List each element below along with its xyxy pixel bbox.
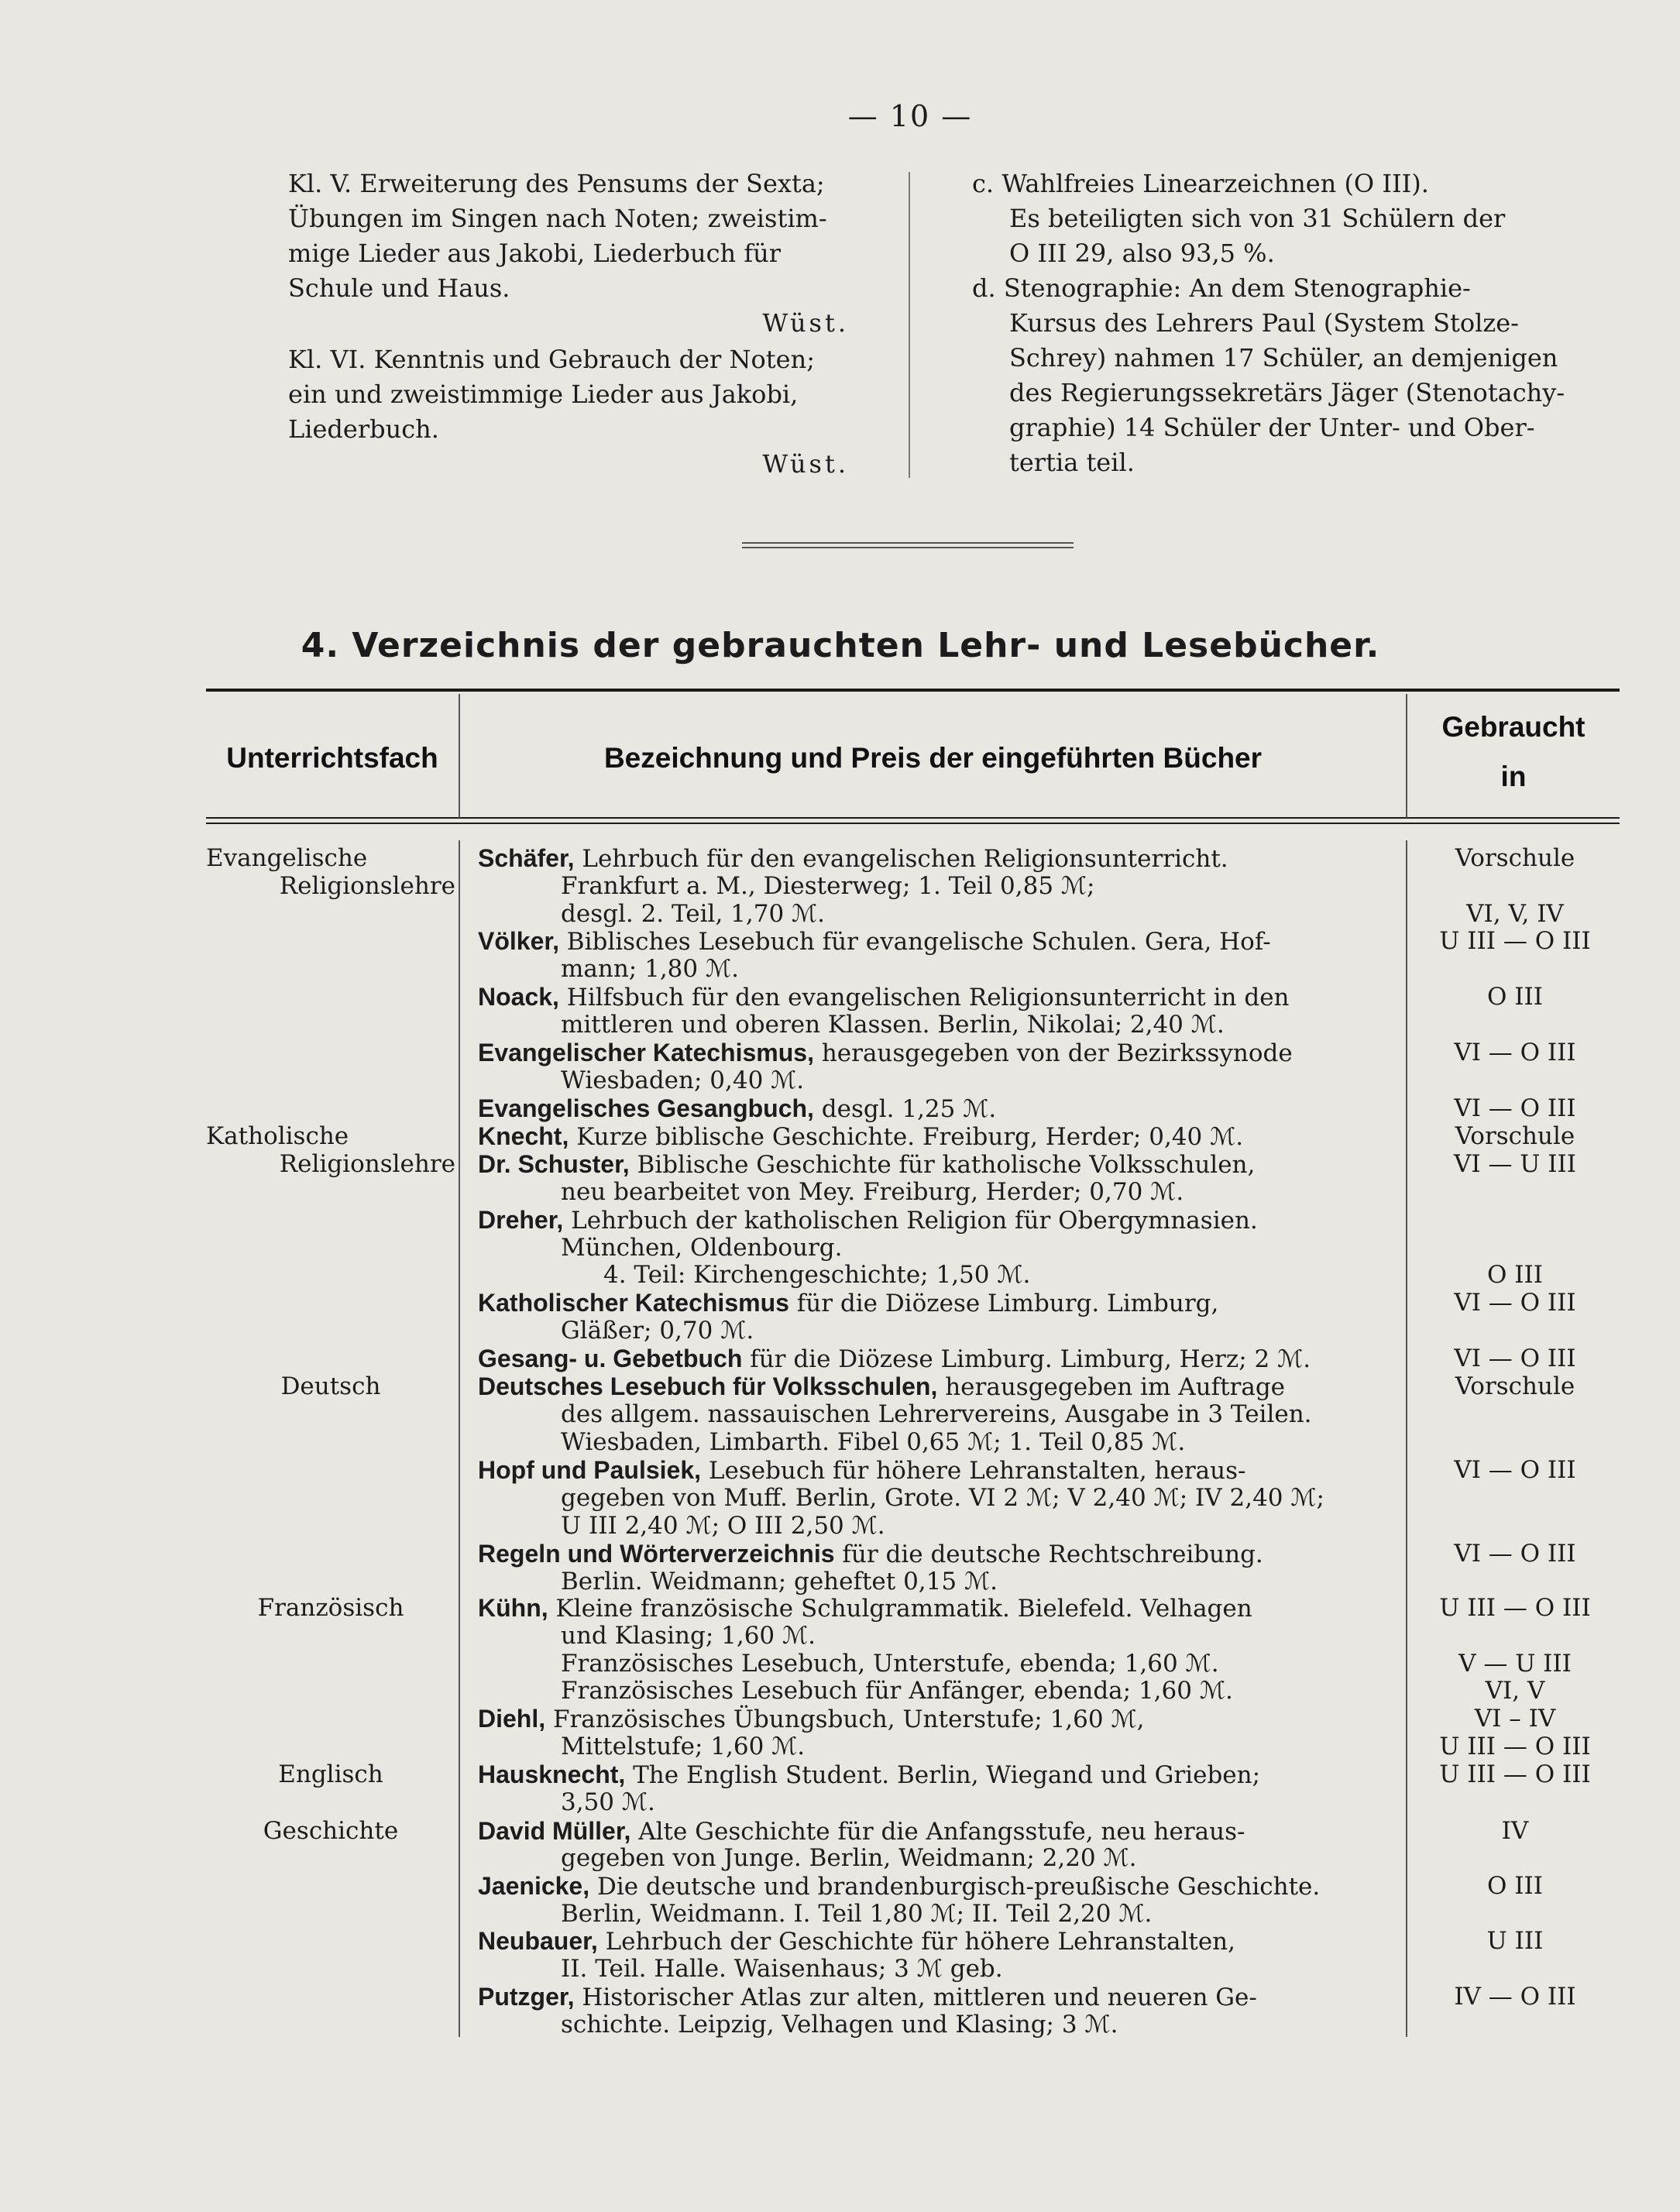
header-used-in: in xyxy=(1500,761,1527,792)
subject-label: Religionslehre xyxy=(279,1150,455,1178)
item-d xyxy=(972,271,1621,480)
subject-label: Evangelische xyxy=(206,844,368,872)
class-cell: VI — O III xyxy=(1454,1289,1576,1317)
book-text: The English Student. Berlin, Wiegand und Grieben; xyxy=(625,1761,1261,1789)
kl5-paragraph xyxy=(260,167,872,306)
decorative-rule xyxy=(742,542,1074,544)
book-entry xyxy=(478,1289,1390,1317)
class-cell: IV — O III xyxy=(1454,1983,1576,2011)
section-title: 4. Verzeichnis der gebrauchten Lehr- und Lesebücher. xyxy=(301,626,1380,665)
subject-label: Englisch xyxy=(278,1760,383,1788)
text-line: Kursus des Lehrers Paul (System Stolze- xyxy=(1009,308,1519,338)
class-cell: O III xyxy=(1486,1261,1543,1289)
book-entry-continuation xyxy=(561,1733,1473,1760)
book-text: Kleine französische Schulgrammatik. Bielefeld. Velhagen xyxy=(548,1595,1252,1623)
book-entry-continuation xyxy=(561,955,1473,983)
book-text: Die deutsche und brandenburgisch-preußische Geschichte. xyxy=(589,1873,1321,1901)
book-text: Hilfsbuch für den evangelischen Religionsunterricht in den xyxy=(558,984,1290,1012)
book-text: mann; 1,80 ℳ. xyxy=(561,955,739,983)
book-entry-continuation xyxy=(561,1066,1473,1094)
book-text: U III 2,40 ℳ; O III 2,50 ℳ. xyxy=(561,1512,885,1540)
book-text: Französisches Übungsbuch, Unterstufe; 1,60 ℳ, xyxy=(545,1705,1145,1733)
class-cell: VI, V, IV xyxy=(1466,900,1564,928)
class-cell: U III xyxy=(1486,1927,1544,1955)
class-cell: Vorschule xyxy=(1455,844,1575,872)
class-cell: U III — O III xyxy=(1439,927,1591,955)
book-entry-continuation xyxy=(561,1677,1473,1705)
book-author: Völker, xyxy=(478,927,559,955)
book-entry xyxy=(478,1456,1390,1485)
header-rule xyxy=(206,823,1620,824)
class-cell: VI — U III xyxy=(1453,1150,1577,1178)
book-text: Französisches Lesebuch, Unterstufe, ebenda; 1,60 ℳ. xyxy=(561,1650,1219,1678)
book-text: gegeben von Junge. Berlin, Weidmann; 2,20 ℳ. xyxy=(561,1844,1137,1872)
book-text: und Klasing; 1,60 ℳ. xyxy=(561,1622,816,1650)
book-entry-continuation xyxy=(561,1512,1473,1540)
text-line: O III 29, also 93,5 %. xyxy=(1009,239,1275,268)
book-text: Historischer Atlas zur alten, mittleren und neueren Ge- xyxy=(574,1984,1257,2011)
book-entry-continuation xyxy=(561,1955,1473,1983)
class-cell: VI — O III xyxy=(1454,1456,1576,1484)
header-used-in: Gebraucht xyxy=(1441,711,1586,743)
book-entry-continuation xyxy=(603,1261,1516,1289)
book-text: neu bearbeitet von Mey. Freiburg, Herder; 0,70 ℳ. xyxy=(561,1178,1184,1206)
book-author: Hopf und Paulsiek, xyxy=(478,1456,702,1484)
book-entry-continuation xyxy=(561,1428,1473,1456)
book-author: Gesang- u. Gebetbuch xyxy=(478,1345,743,1372)
class-cell: U III — O III xyxy=(1439,1733,1591,1760)
book-author: Noack, xyxy=(478,983,559,1011)
text-line: tertia teil. xyxy=(1009,448,1135,477)
decorative-rule xyxy=(742,547,1074,548)
book-text: desgl. 2. Teil, 1,70 ℳ. xyxy=(561,900,826,928)
class-cell: O III xyxy=(1486,1872,1543,1900)
book-author: Hausknecht, xyxy=(478,1760,626,1788)
class-cell: O III xyxy=(1486,983,1543,1011)
right-column xyxy=(972,167,1621,480)
class-cell: VI — O III xyxy=(1454,1540,1576,1568)
text-line: Kl. V. Erweiterung des Pensums der Sexta; xyxy=(288,169,825,198)
book-entry xyxy=(478,1983,1390,2011)
text-line: Schrey) nahmen 17 Schüler, an demjenigen xyxy=(1009,343,1558,373)
book-text: II. Teil. Halle. Waisenhaus; 3 ℳ geb. xyxy=(561,1955,1003,1983)
class-cell: Vorschule xyxy=(1455,1372,1575,1400)
book-text: Mittelstufe; 1,60 ℳ. xyxy=(561,1733,806,1760)
book-entry-continuation xyxy=(561,1622,1473,1650)
subject-label: Französisch xyxy=(257,1594,404,1622)
text-line: Kl. VI. Kenntnis und Gebrauch der Noten; xyxy=(288,345,815,374)
book-text: Gläßer; 0,70 ℳ. xyxy=(561,1317,754,1345)
book-text: Französisches Lesebuch für Anfänger, ebenda; 1,60 ℳ. xyxy=(561,1677,1233,1705)
book-author: Schäfer, xyxy=(478,844,575,872)
book-entry xyxy=(478,1927,1390,1956)
column-rule xyxy=(459,840,460,2037)
column-divider xyxy=(909,172,910,478)
book-text: Lehrbuch für den evangelischen Religionsunterricht. xyxy=(574,845,1228,873)
table-top-rule xyxy=(206,689,1620,692)
class-cell: VI — O III xyxy=(1454,1345,1576,1372)
book-author: Dreher, xyxy=(478,1206,564,1234)
book-entry xyxy=(478,1206,1390,1235)
book-entry xyxy=(478,1039,1390,1067)
book-entry xyxy=(478,1094,1390,1123)
book-entry-continuation xyxy=(561,1788,1473,1816)
book-entry-continuation xyxy=(561,1317,1473,1345)
book-text: für die Diözese Limburg. Limburg, xyxy=(788,1290,1219,1317)
book-text: 3,50 ℳ. xyxy=(561,1788,655,1816)
item-c xyxy=(972,167,1621,271)
text-line: Übungen im Singen nach Noten; zweistim- xyxy=(288,204,827,233)
book-text: München, Oldenbourg. xyxy=(561,1234,843,1262)
book-text: herausgegeben im Auftrage xyxy=(937,1373,1286,1401)
book-entry-continuation xyxy=(561,1178,1473,1206)
book-entry xyxy=(478,927,1390,956)
left-column xyxy=(260,167,872,482)
book-text: schichte. Leipzig, Velhagen und Klasing; 3 ℳ. xyxy=(561,2011,1118,2039)
book-text: gegeben von Muff. Berlin, Grote. VI 2 ℳ; V 2,40 ℳ; IV 2,40 ℳ; xyxy=(561,1484,1324,1512)
book-author: Evangelischer Katechismus, xyxy=(478,1039,814,1066)
book-text: Wiesbaden; 0,40 ℳ. xyxy=(561,1066,805,1094)
subject-label: Geschichte xyxy=(263,1817,399,1845)
book-entry-continuation xyxy=(561,1011,1473,1039)
book-author: Jaenicke, xyxy=(478,1872,590,1900)
book-entry-continuation xyxy=(561,1568,1473,1595)
book-entry xyxy=(478,1760,1390,1789)
book-entry-continuation xyxy=(561,1650,1473,1678)
text-line: graphie) 14 Schüler der Unter- und Ober- xyxy=(1009,413,1535,442)
text-line: Es beteiligten sich von 31 Schülern der xyxy=(1009,204,1506,233)
teacher-name: Wüst. xyxy=(762,449,849,479)
book-entry xyxy=(478,1345,1390,1373)
book-author: Neubauer, xyxy=(478,1927,598,1955)
book-author: Kühn, xyxy=(478,1594,548,1622)
book-text: Kurze biblische Geschichte. Freiburg, Herder; 0,40 ℳ. xyxy=(569,1123,1244,1151)
book-text: für die Diözese Limburg. Limburg, Herz; 2 ℳ. xyxy=(742,1345,1311,1373)
kl6-paragraph xyxy=(260,342,872,447)
book-author: Putzger, xyxy=(478,1983,575,2011)
book-author: Katholischer Katechismus xyxy=(478,1289,789,1317)
book-text: des allgem. nassauischen Lehrervereins, Ausgabe in 3 Teilen. xyxy=(561,1400,1312,1428)
book-entry-continuation xyxy=(561,900,1473,928)
book-entry xyxy=(478,1872,1390,1901)
book-author: Knecht, xyxy=(478,1122,569,1150)
book-author: David Müller, xyxy=(478,1817,631,1845)
header-books: Bezeichnung und Preis der eingeführten Bücher xyxy=(603,742,1263,774)
book-text: herausgegeben von der Bezirkssynode xyxy=(813,1039,1293,1067)
book-entry xyxy=(478,1705,1390,1733)
book-entry xyxy=(478,983,1390,1012)
book-text: Lehrbuch der katholischen Religion für Obergymnasien. xyxy=(563,1207,1258,1235)
class-cell: IV xyxy=(1501,1817,1529,1845)
text-line: ein und zweistimmige Lieder aus Jakobi, xyxy=(288,380,799,409)
book-entry-continuation xyxy=(561,1400,1473,1428)
book-entry xyxy=(478,1122,1390,1151)
book-entry-continuation xyxy=(561,2011,1473,2039)
class-cell: VI — O III xyxy=(1454,1094,1576,1122)
class-cell: VI — O III xyxy=(1454,1039,1576,1066)
book-entry xyxy=(478,844,1390,873)
book-author: Deutsches Lesebuch für Volksschulen, xyxy=(478,1372,938,1400)
book-text: Lehrbuch der Geschichte für höhere Lehranstalten, xyxy=(597,1928,1236,1956)
text-line: des Regierungssekretärs Jäger (Stenotachy- xyxy=(1009,378,1565,407)
book-entry-continuation xyxy=(561,872,1473,900)
class-cell: V — U III xyxy=(1458,1650,1572,1678)
book-entry xyxy=(478,1594,1390,1623)
subject-label: Deutsch xyxy=(280,1372,381,1400)
class-cell: U III — O III xyxy=(1439,1760,1591,1788)
book-entry-continuation xyxy=(561,1484,1473,1512)
book-text: Wiesbaden, Limbarth. Fibel 0,65 ℳ; 1. Teil 0,85 ℳ. xyxy=(561,1428,1186,1456)
book-author: Diehl, xyxy=(478,1705,546,1733)
text-line: Liederbuch. xyxy=(288,414,439,444)
book-author: Regeln und Wörterverzeichnis xyxy=(478,1540,835,1568)
book-text: Lesebuch für höhere Lehranstalten, heraus- xyxy=(701,1457,1246,1485)
header-rule xyxy=(206,817,1620,819)
class-cell: VI – IV xyxy=(1474,1705,1556,1733)
book-entry xyxy=(478,1372,1390,1401)
text-line: d. Stenographie: An dem Stenographie- xyxy=(972,273,1471,303)
book-text: Biblische Geschichte für katholische Volksschulen, xyxy=(629,1151,1256,1179)
book-author: Evangelisches Gesangbuch, xyxy=(478,1094,814,1122)
book-author: Dr. Schuster, xyxy=(478,1150,630,1178)
book-entry xyxy=(478,1540,1390,1568)
book-text: für die deutsche Rechtschreibung. xyxy=(834,1540,1263,1568)
header-subject: Unterrichtsfach xyxy=(226,742,438,774)
teacher-name: Wüst. xyxy=(762,308,849,338)
book-text: desgl. 1,25 ℳ. xyxy=(813,1095,997,1123)
book-text: Alte Geschichte für die Anfangsstufe, neu heraus- xyxy=(630,1818,1245,1846)
subject-label: Katholische xyxy=(206,1122,349,1150)
subject-label: Religionslehre xyxy=(279,872,455,900)
book-text: Frankfurt a. M., Diesterweg; 1. Teil 0,85 ℳ; xyxy=(561,872,1095,900)
book-text: Berlin, Weidmann. I. Teil 1,80 ℳ; II. Teil 2,20 ℳ. xyxy=(561,1900,1153,1928)
text-line: mige Lieder aus Jakobi, Liederbuch für xyxy=(288,239,782,268)
book-entry xyxy=(478,1817,1390,1846)
book-text: Biblisches Lesebuch für evangelische Schulen. Gera, Hof- xyxy=(558,928,1271,956)
book-text: 4. Teil: Kirchengeschichte; 1,50 ℳ. xyxy=(603,1261,1031,1289)
class-cell: U III — O III xyxy=(1439,1594,1591,1622)
book-text: mittleren und oberen Klassen. Berlin, Nikolai; 2,40 ℳ. xyxy=(561,1011,1225,1039)
book-entry-continuation xyxy=(561,1844,1473,1872)
class-cell: VI, V xyxy=(1485,1677,1545,1705)
text-line: c. Wahlfreies Linearzeichnen (O III). xyxy=(972,169,1429,198)
text-line: Schule und Haus. xyxy=(288,273,510,303)
book-text: Berlin. Weidmann; geheftet 0,15 ℳ. xyxy=(561,1568,998,1595)
book-entry-continuation xyxy=(561,1900,1473,1928)
book-entry xyxy=(478,1150,1390,1179)
page-number: — 10 — xyxy=(847,99,973,133)
book-entry-continuation xyxy=(561,1234,1473,1262)
class-cell: Vorschule xyxy=(1455,1122,1575,1150)
